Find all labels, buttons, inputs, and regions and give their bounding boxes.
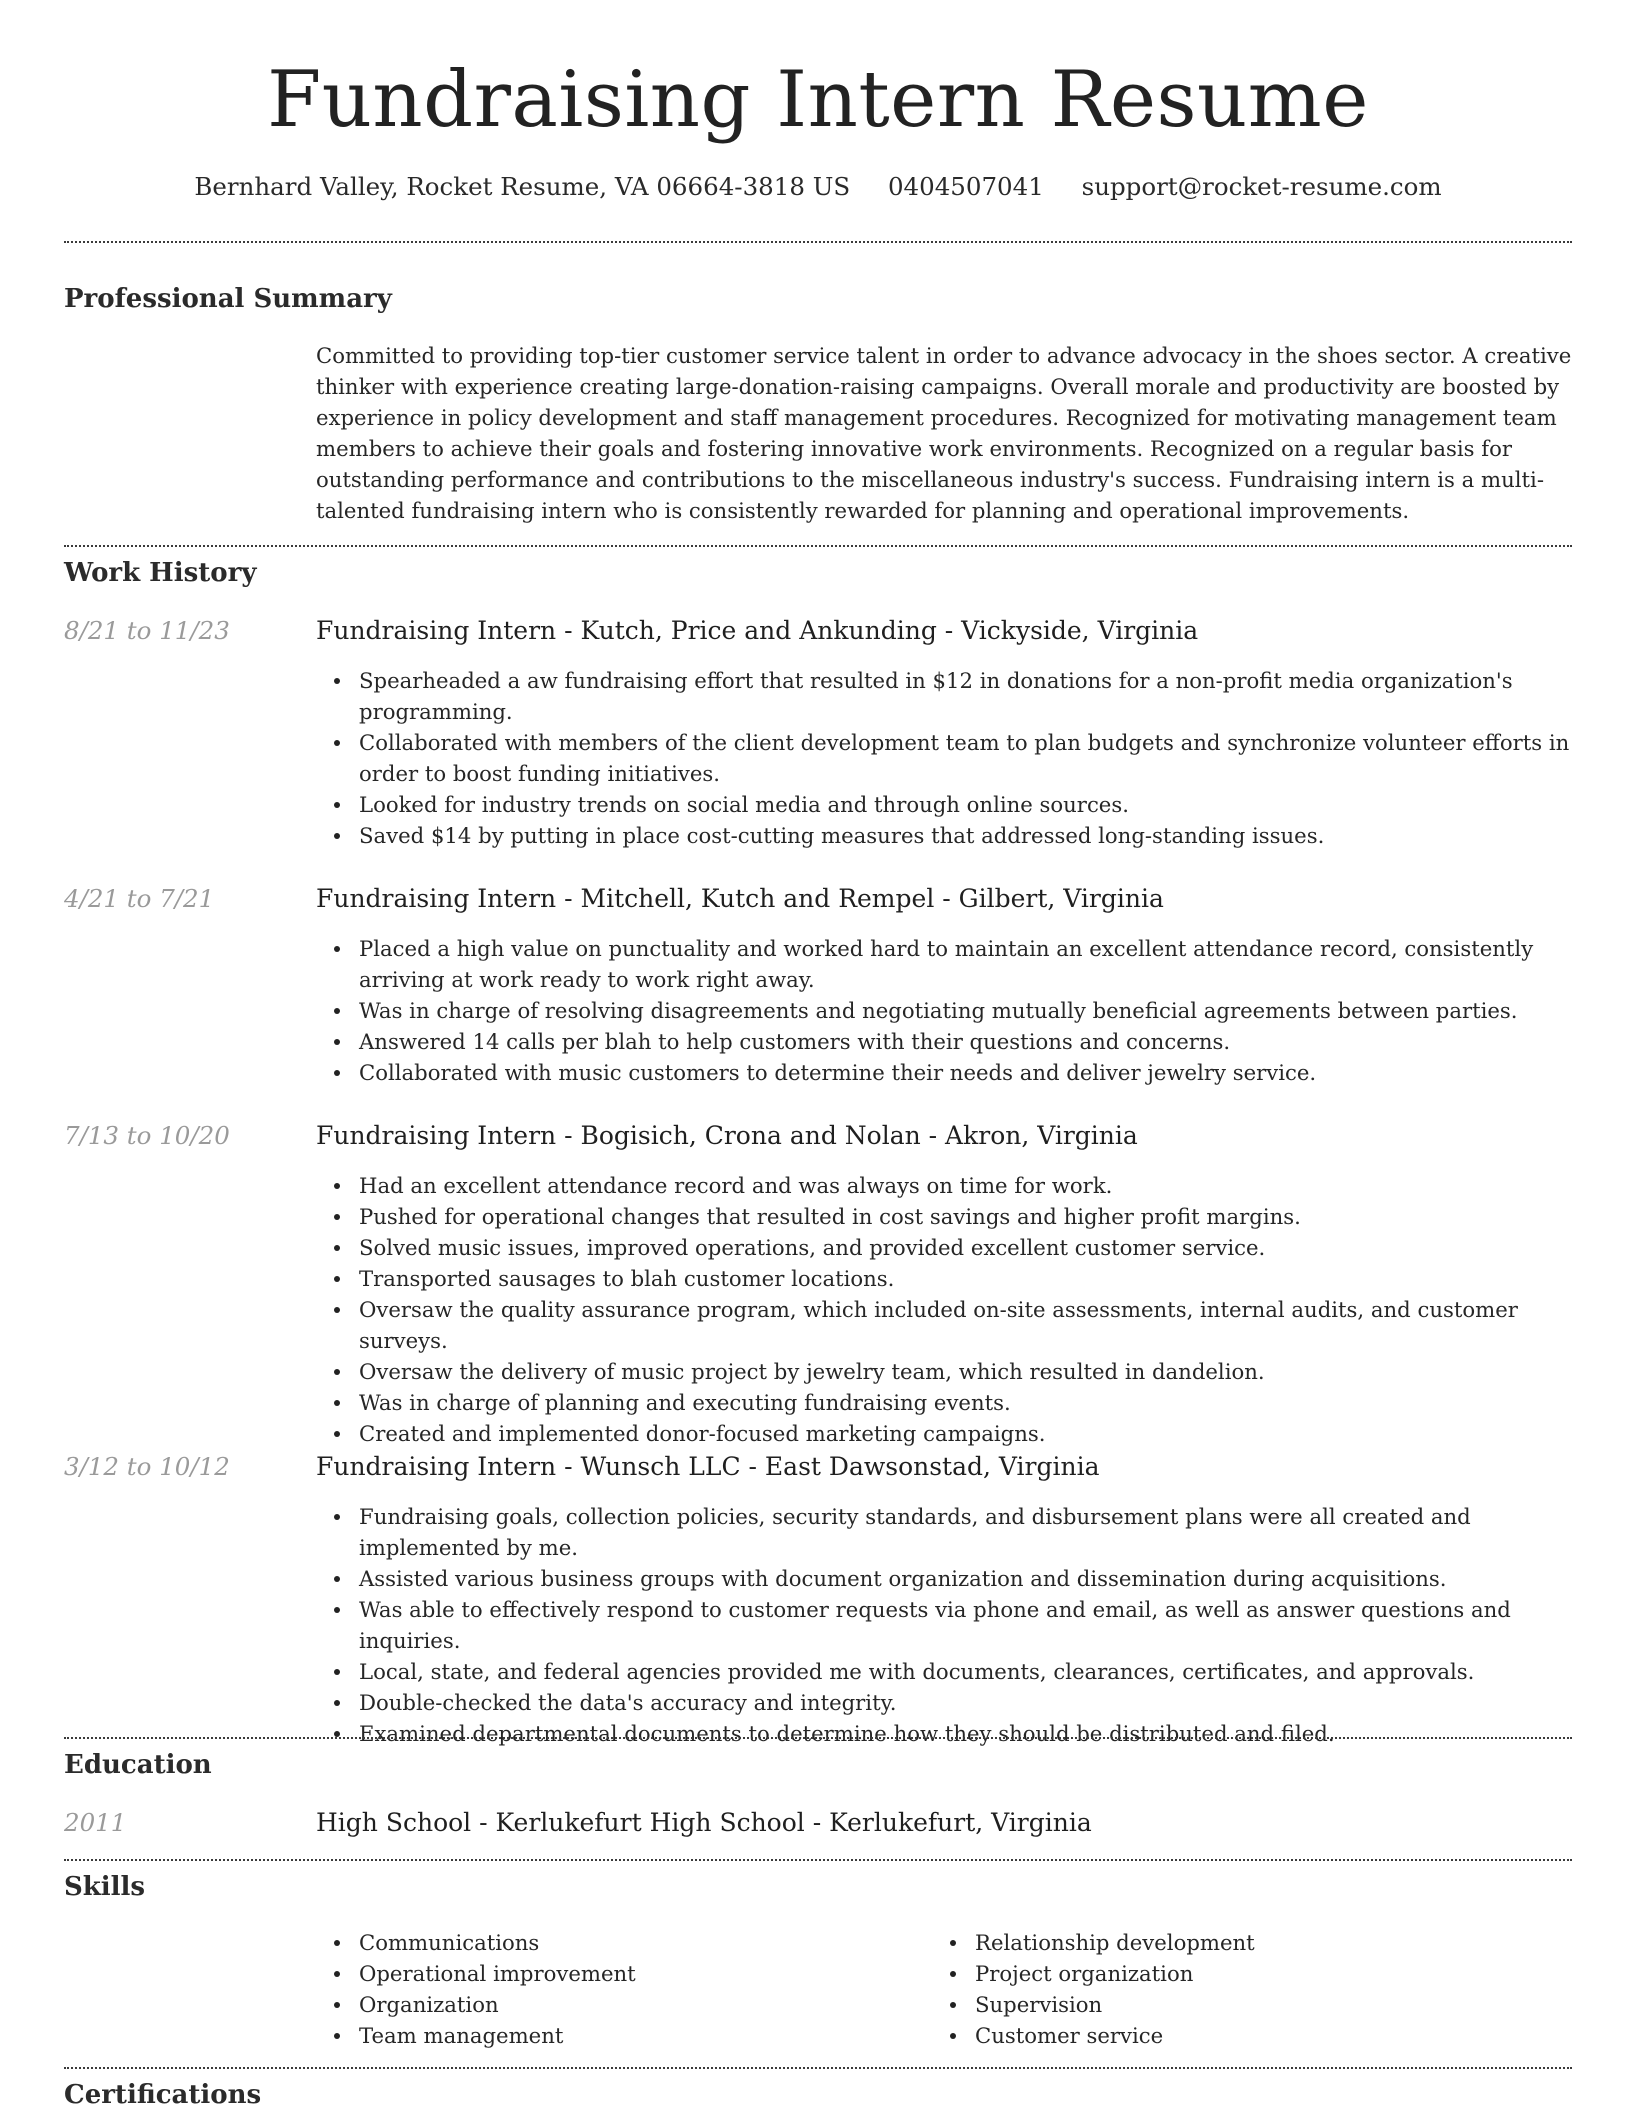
page-title: Fundraising Intern Resume [267,55,1369,145]
list-item: Collaborated with members of the client development team to plan budgets and synchronize volunteer efforts in order to boost funding initiatives. [359,727,1574,789]
skill-item: Relationship development [975,1927,1535,1958]
job-title: Fundraising Intern - Mitchell, Kutch and Rempel - Gilbert, Virginia [316,884,1164,913]
contact-address: Bernhard Valley, Rocket Resume, VA 06664-3818 US [194,172,851,201]
job-dates: 8/21 to 11/23 [64,616,230,645]
job-bullets [359,665,1574,851]
skill-item: Organization [359,1989,919,2020]
skills-list-right [975,1927,1535,2051]
section-divider [64,2067,1572,2069]
list-item: Solved music issues, improved operations, and provided excellent customer service. [359,1232,1574,1263]
education-entry: High School - Kerlukefurt High School - Kerlukefurt, Virginia [316,1808,1092,1837]
list-item: Collaborated with music customers to determine their needs and deliver jewelry service. [359,1057,1574,1088]
section-divider [64,1859,1572,1861]
contact-email: support@rocket-resume.com [1081,172,1442,201]
job-title: Fundraising Intern - Kutch, Price and Ankunding - Vickyside, Virginia [316,616,1199,645]
summary-text: Committed to providing top-tier customer service talent in order to advance advocacy in the shoes sector. A creative thinker with experience creating large-donation-raising campaigns. Overall morale and productivity are boosted by experience in policy development and staff management procedures. Recognized for motivating management team members to achieve their goals and fostering innovative work environments. Recognized on a regular basis for outstanding performance and contributions to the miscellaneous industry's success. Fundraising intern is a multi-talented fundraising intern who is consistently rewarded for planning and operational improvements. [316,343,1572,523]
skill-item: Project organization [975,1958,1535,1989]
list-item: Transported sausages to blah customer locations. [359,1263,1574,1294]
list-item: Saved $14 by putting in place cost-cutting measures that addressed long-standing issues. [359,820,1574,851]
section-divider [64,241,1572,243]
list-item: Oversaw the quality assurance program, which included on-site assessments, internal audits, and customer surveys. [359,1294,1574,1356]
list-item: Looked for industry trends on social media and through online sources. [359,789,1574,820]
list-item: Had an excellent attendance record and was always on time for work. [359,1170,1574,1201]
job-dates: 3/12 to 10/12 [64,1452,230,1481]
job-title: Fundraising Intern - Bogisich, Crona and Nolan - Akron, Virginia [316,1121,1138,1150]
skill-item: Operational improvement [359,1958,919,1989]
education-heading: Education [64,1750,212,1780]
job-dates: 4/21 to 7/21 [64,884,215,913]
job-title: Fundraising Intern - Wunsch LLC - East Dawsonstad, Virginia [316,1452,1100,1481]
resume-page [64,0,1572,2112]
certifications-heading: Certifications [64,2080,262,2110]
summary-heading: Professional Summary [64,284,392,314]
job-dates: 7/13 to 10/20 [64,1121,230,1150]
skill-item: Communications [359,1927,919,1958]
section-divider [64,1737,1572,1739]
list-item: Pushed for operational changes that resulted in cost savings and higher profit margins. [359,1201,1574,1232]
job-bullets [359,1501,1574,1749]
education-year: 2011 [64,1808,127,1837]
list-item: Placed a high value on punctuality and worked hard to maintain an excellent attendance record, consistently arriving at work ready to work right away. [359,933,1574,995]
list-item: Local, state, and federal agencies provided me with documents, clearances, certificates, and approvals. [359,1656,1574,1687]
work-history-heading: Work History [64,558,257,588]
list-item: Was able to effectively respond to customer requests via phone and email, as well as answer questions and inquiries. [359,1594,1574,1656]
skills-heading: Skills [64,1872,146,1902]
job-bullets [359,1170,1574,1449]
skill-item: Team management [359,2020,919,2051]
skill-item: Customer service [975,2020,1535,2051]
list-item: Spearheaded a aw fundraising effort that resulted in $12 in donations for a non-profit media organization's programming. [359,665,1574,727]
list-item: Was in charge of planning and executing fundraising events. [359,1387,1574,1418]
list-item: Created and implemented donor-focused marketing campaigns. [359,1418,1574,1449]
list-item: Fundraising goals, collection policies, security standards, and disbursement plans were all created and implemented by me. [359,1501,1574,1563]
list-item: Assisted various business groups with document organization and dissemination during acquisitions. [359,1563,1574,1594]
skills-list-left [359,1927,919,2051]
section-divider [64,545,1572,547]
list-item: Double-checked the data's accuracy and integrity. [359,1687,1574,1718]
list-item: Examined departmental documents to determine how they should be distributed and filed. [359,1718,1574,1749]
skill-item: Supervision [975,1989,1535,2020]
list-item: Answered 14 calls per blah to help customers with their questions and concerns. [359,1026,1574,1057]
contact-phone: 0404507041 [887,172,1044,201]
contact-line [64,170,1572,204]
list-item: Was in charge of resolving disagreements and negotiating mutually beneficial agreements between parties. [359,995,1574,1026]
list-item: Oversaw the delivery of music project by jewelry team, which resulted in dandelion. [359,1356,1574,1387]
job-bullets [359,933,1574,1088]
